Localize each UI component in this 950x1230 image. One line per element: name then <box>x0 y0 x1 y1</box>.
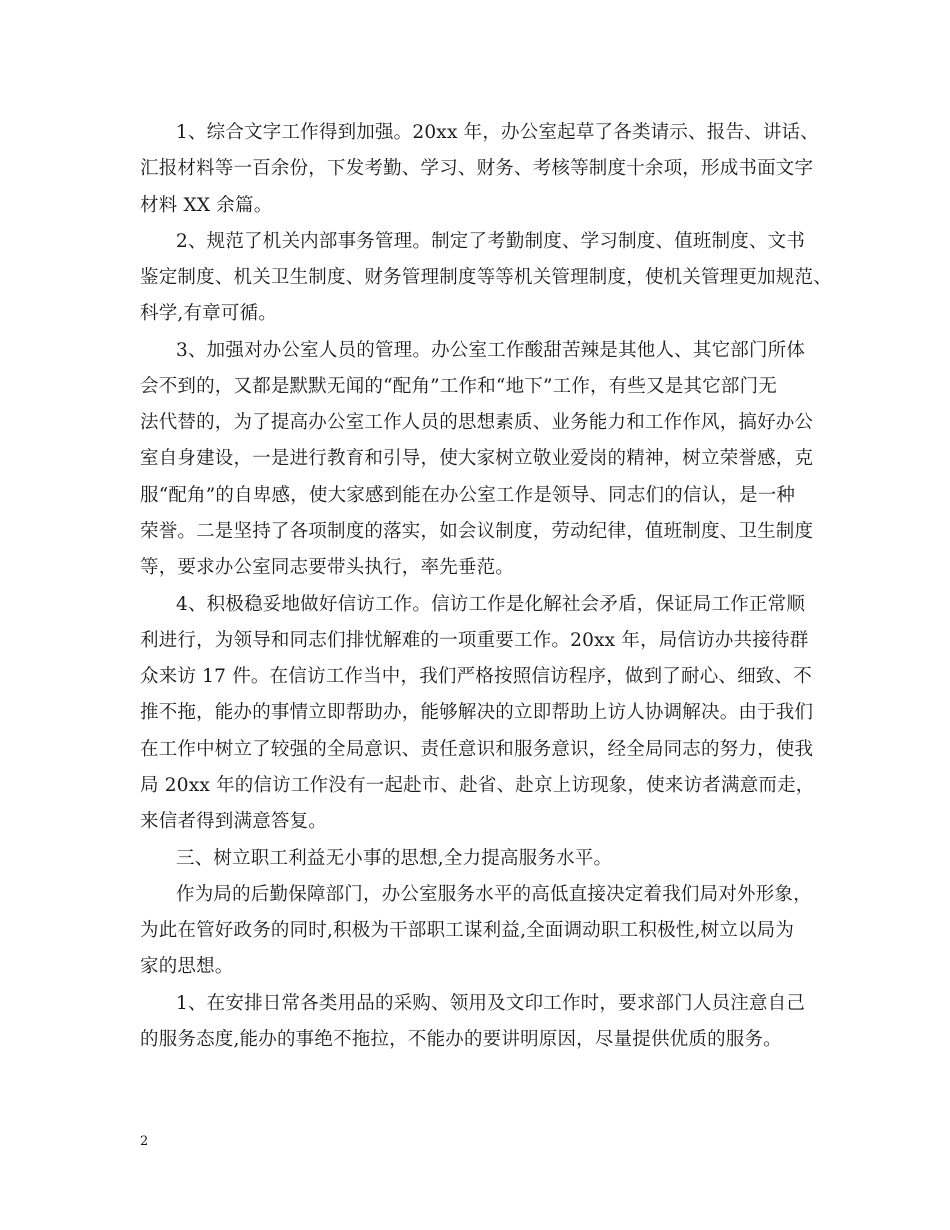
paragraph-line: 鉴定制度、机关卫生制度、财务管理制度等等机关管理制度，使机关管理更加规范、 <box>140 267 832 288</box>
paragraph-line: 服“配角”的自卑感，使大家感到能在办公室工作是领导、同志们的信认，是一种 <box>140 485 796 506</box>
paragraph-line: 科学,有章可循。 <box>140 303 277 324</box>
paragraph-line: 荣誉。二是坚持了各项制度的落实，如会议制度，劳动纪律，值班制度、卫生制度 <box>140 521 814 542</box>
paragraph-line: 1、在安排日常各类用品的采购、领用及文印工作时，要求部门人员注意自己 <box>176 993 806 1014</box>
paragraph-line: 为此在管好政务的同时,积极为干部职工谋利益,全面调动职工积极性,树立以局为 <box>140 920 795 941</box>
page-number: 2 <box>140 1134 149 1149</box>
paragraph-line: 局 20xx 年的信访工作没有一起赴市、赴省、赴京上访现象，使来访者满意而走， <box>140 775 815 796</box>
paragraph-line: 1、综合文字工作得到加强。20xx 年，办公室起草了各类请示、报告、讲话、 <box>176 122 819 143</box>
paragraph-line: 作为局的后勤保障部门，办公室服务水平的高低直接决定着我们局对外形象， <box>176 884 812 905</box>
paragraph-line: 家的思想。 <box>140 956 234 977</box>
paragraph-line: 推不拖，能办的事情立即帮助办，能够解决的立即帮助上访人协调解决。由于我们 <box>140 702 814 723</box>
paragraph-line: 来信者得到满意答复。 <box>140 811 328 832</box>
paragraph-line: 材料 XX 余篇。 <box>140 195 273 216</box>
paragraph-line: 的服务态度,能办的事绝不拖拉，不能办的要讲明原因，尽量提供优质的服务。 <box>140 1029 782 1050</box>
paragraph-line: 众来访 17 件。在信访工作当中，我们严格按照信访程序，做到了耐心、细致、不 <box>140 666 812 687</box>
paragraph-line: 利进行，为领导和同志们排忧解难的一项重要工作。20xx 年，局信访办共接待群 <box>140 630 809 651</box>
paragraph-line: 4、积极稳妥地做好信访工作。信访工作是化解社会矛盾，保证局工作正常顺 <box>176 594 806 615</box>
paragraph-line: 法代替的，为了提高办公室工作人员的思想素质、业务能力和工作作风，搞好办公 <box>140 412 814 433</box>
paragraph-line: 在工作中树立了较强的全局意识、责任意识和服务意识，经全局同志的努力，使我 <box>140 739 814 760</box>
paragraph-line: 室自身建设，一是进行教育和引导，使大家树立敬业爱岗的精神，树立荣誉感，克 <box>140 448 814 469</box>
paragraph-line: 汇报材料等一百余份，下发考勤、学习、财务、考核等制度十余项，形成书面文字 <box>140 158 814 179</box>
paragraph-line: 等，要求办公室同志要带头执行，率先垂范。 <box>140 557 515 578</box>
section-heading: 三、树立职工利益无小事的思想,全力提高服务水平。 <box>176 848 613 869</box>
paragraph-line: 2、规范了机关内部事务管理。制定了考勤制度、学习制度、值班制度、文书 <box>176 231 806 252</box>
paragraph-line: 3、加强对办公室人员的管理。办公室工作酸甜苦辣是其他人、其它部门所体 <box>176 340 806 361</box>
paragraph-line: 会不到的，又都是默默无闻的“配角”工作和“地下”工作，有些又是其它部门无 <box>140 376 778 397</box>
